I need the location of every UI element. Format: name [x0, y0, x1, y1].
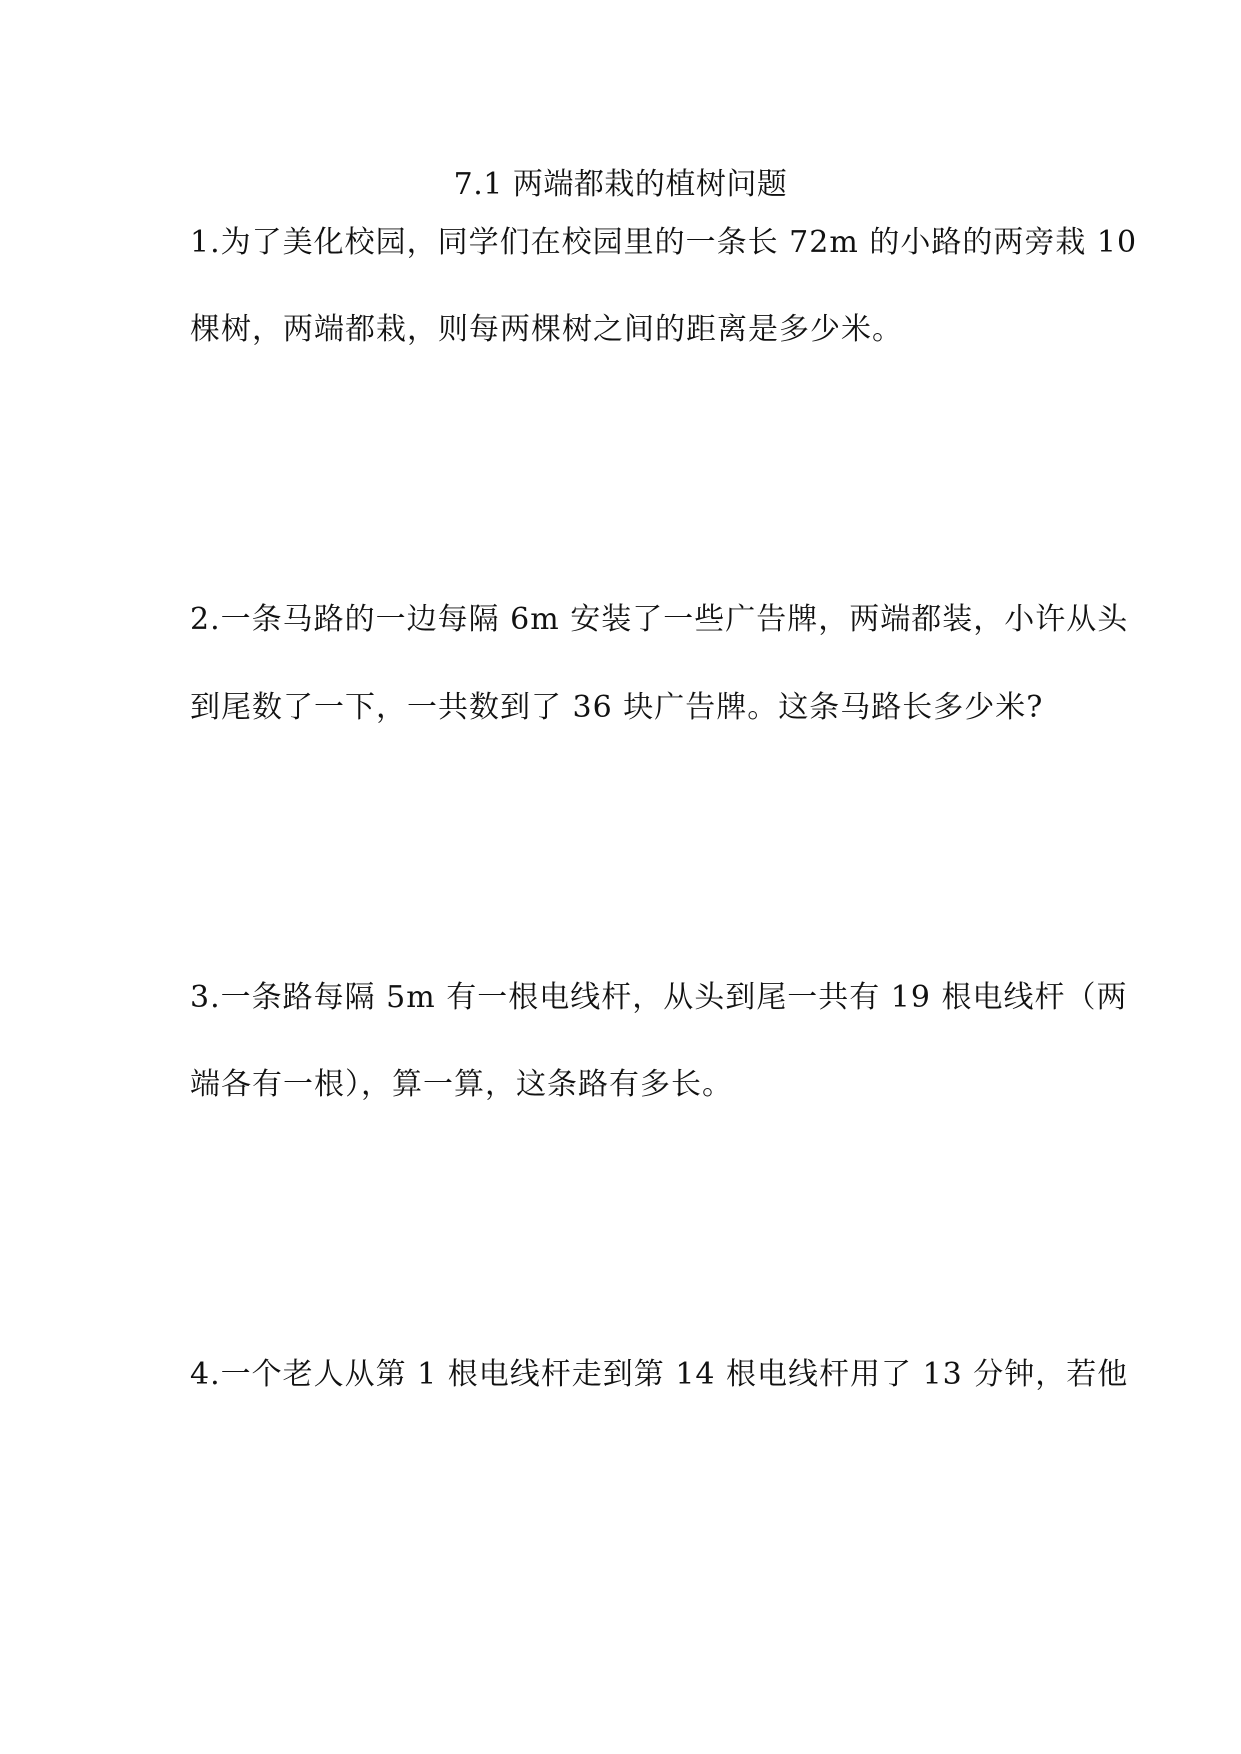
- question-2-line-2: 到尾数了一下，一共数到了 36 块广告牌。这条马路长多少米?: [190, 690, 1044, 725]
- question-2-line-1: 2.一条马路的一边每隔 6m 安装了一些广告牌，两端都装，小许从头: [190, 602, 1129, 637]
- question-1-line-1: 1.为了美化校园，同学们在校园里的一条长 72m 的小路的两旁栽 10: [190, 225, 1138, 260]
- question-3-line-2: 端各有一根），算一算，这条路有多长。: [190, 1067, 733, 1102]
- question-3-line-1: 3.一条路每隔 5m 有一根电线杆，从头到尾一共有 19 根电线杆（两: [190, 980, 1128, 1015]
- page-title: 7.1 两端都栽的植树问题: [453, 167, 788, 202]
- question-4-line-1: 4.一个老人从第 1 根电线杆走到第 14 根电线杆用了 13 分钟，若他: [190, 1357, 1129, 1392]
- question-1-line-2: 棵树，两端都栽，则每两棵树之间的距离是多少米。: [190, 312, 903, 347]
